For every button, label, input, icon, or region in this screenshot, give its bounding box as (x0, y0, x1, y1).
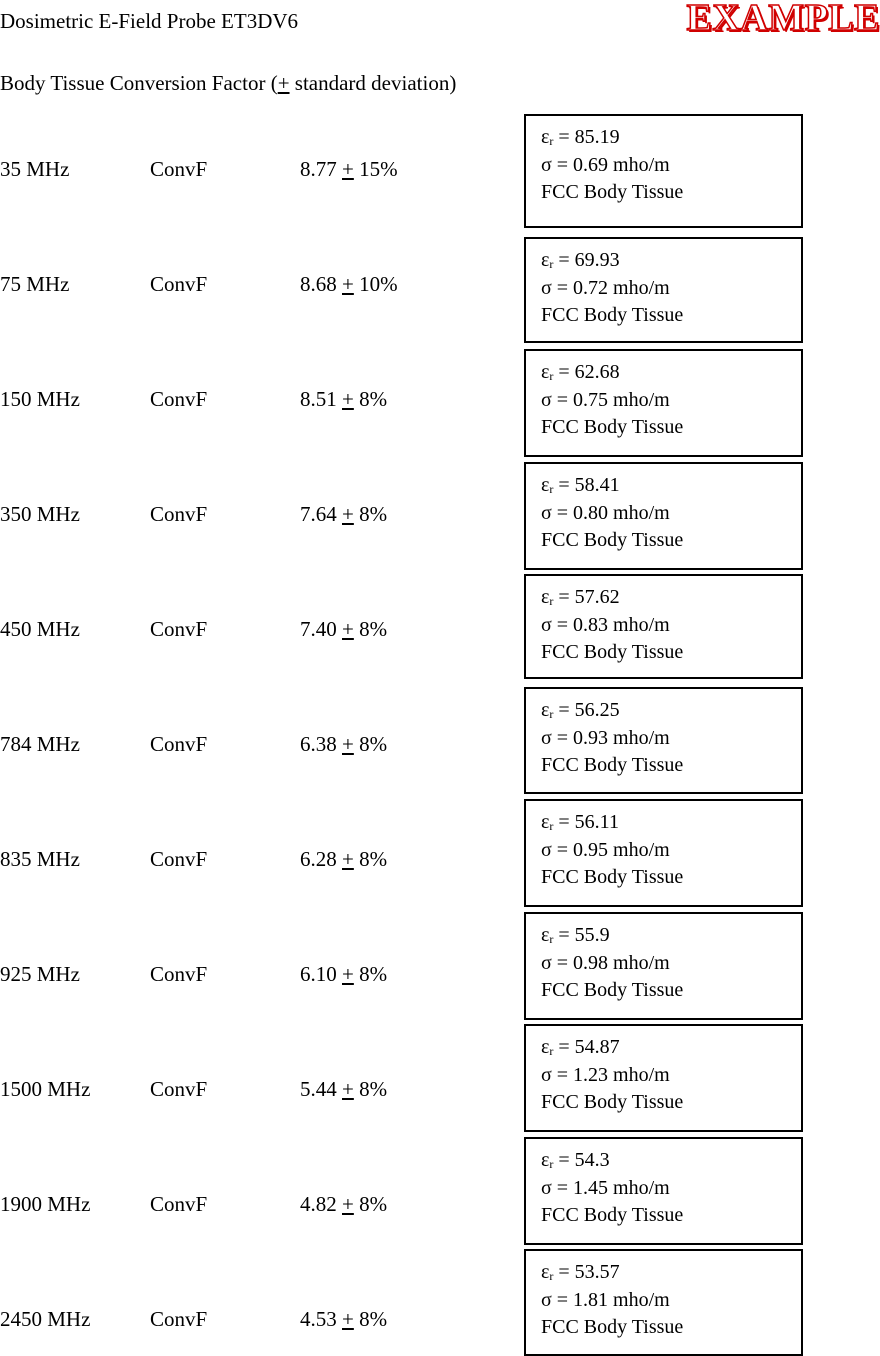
convf-label: ConvF (150, 617, 208, 641)
convf-number: 8.77 (300, 157, 337, 181)
conductivity-line: σ = 0.69 mho/m (541, 153, 670, 176)
convf-value (300, 1307, 387, 1331)
permittivity-value: = 54.3 (553, 1149, 610, 1171)
epsilon-symbol: ε (541, 474, 550, 496)
tissue-type: FCC Body Tissue (541, 181, 684, 203)
convf-value (300, 502, 387, 526)
tissue-parameters-box (524, 1249, 803, 1356)
conductivity-line: σ = 1.45 mho/m (541, 1176, 670, 1199)
epsilon-symbol: ε (541, 1149, 550, 1171)
convf-deviation: 8% (353, 847, 388, 871)
tissue-type: FCC Body Tissue (541, 304, 684, 326)
plus-minus-symbol: + (342, 1192, 354, 1216)
convf-deviation: 10% (353, 272, 398, 296)
permittivity-value: = 58.41 (553, 474, 620, 496)
frequency-label: 1900 MHz (0, 1192, 91, 1216)
epsilon-subscript: r (549, 932, 554, 946)
epsilon-symbol: ε (541, 924, 550, 946)
convf-deviation: 15% (353, 157, 398, 181)
tissue-parameters-box (524, 1137, 803, 1245)
conductivity-line: σ = 0.75 mho/m (541, 388, 670, 411)
permittivity-value: = 85.19 (553, 126, 620, 148)
plus-minus-symbol: + (342, 962, 354, 986)
conductivity-line: σ = 1.81 mho/m (541, 1288, 670, 1311)
tissue-type: FCC Body Tissue (541, 979, 684, 1001)
frequency-label: 835 MHz (0, 847, 80, 871)
permittivity-value: = 57.62 (553, 586, 620, 608)
permittivity-line (541, 922, 801, 950)
conductivity-line: σ = 0.95 mho/m (541, 838, 670, 861)
conductivity-line: σ = 0.80 mho/m (541, 501, 670, 524)
frequency-label: 1500 MHz (0, 1077, 91, 1101)
frequency-label: 925 MHz (0, 962, 80, 986)
convf-label: ConvF (150, 272, 208, 296)
permittivity-value: = 56.25 (553, 699, 620, 721)
convf-label: ConvF (150, 1192, 208, 1216)
conductivity-line: σ = 1.23 mho/m (541, 1063, 670, 1086)
convf-value (300, 617, 387, 641)
convf-number: 8.51 (300, 387, 337, 411)
tissue-parameters-box (524, 237, 803, 343)
example-watermark: EXAMPLE (686, 0, 880, 39)
convf-value (300, 157, 398, 181)
plus-minus-symbol: + (342, 732, 354, 756)
epsilon-subscript: r (549, 134, 554, 148)
convf-number: 8.68 (300, 272, 337, 296)
plus-minus-symbol: + (342, 847, 354, 871)
tissue-type: FCC Body Tissue (541, 754, 684, 776)
permittivity-value: = 55.9 (553, 924, 610, 946)
permittivity-line (541, 472, 801, 500)
conductivity-line: σ = 0.72 mho/m (541, 276, 670, 299)
epsilon-symbol: ε (541, 249, 550, 271)
plus-minus-symbol: + (342, 272, 354, 296)
permittivity-line (541, 1259, 801, 1287)
permittivity-value: = 53.57 (553, 1261, 620, 1283)
tissue-type: FCC Body Tissue (541, 529, 684, 551)
epsilon-subscript: r (549, 1269, 554, 1283)
epsilon-subscript: r (549, 707, 554, 721)
epsilon-subscript: r (549, 369, 554, 383)
tissue-type: FCC Body Tissue (541, 1316, 684, 1338)
convf-value (300, 732, 387, 756)
convf-deviation: 8% (353, 387, 388, 411)
frequency-label: 35 MHz (0, 157, 70, 181)
section-heading-prefix: Body Tissue Conversion Factor ( (0, 71, 278, 95)
convf-value (300, 847, 387, 871)
permittivity-line (541, 1147, 801, 1175)
permittivity-line (541, 247, 801, 275)
frequency-label: 784 MHz (0, 732, 80, 756)
epsilon-subscript: r (549, 594, 554, 608)
permittivity-value: = 69.93 (553, 249, 620, 271)
convf-deviation: 8% (353, 1192, 388, 1216)
convf-value (300, 1077, 387, 1101)
document-title: Dosimetric E-Field Probe ET3DV6 (0, 9, 299, 33)
plus-minus-symbol: + (342, 1307, 354, 1331)
conductivity-line: σ = 0.93 mho/m (541, 726, 670, 749)
convf-deviation: 8% (353, 1307, 388, 1331)
frequency-label: 450 MHz (0, 617, 80, 641)
tissue-type: FCC Body Tissue (541, 1091, 684, 1113)
tissue-parameters-box (524, 1024, 803, 1132)
epsilon-symbol: ε (541, 1036, 550, 1058)
frequency-label: 350 MHz (0, 502, 80, 526)
convf-number: 4.82 (300, 1192, 337, 1216)
permittivity-value: = 62.68 (553, 361, 620, 383)
section-heading (0, 71, 456, 95)
permittivity-value: = 56.11 (553, 811, 619, 833)
epsilon-symbol: ε (541, 1261, 550, 1283)
convf-value (300, 1192, 387, 1216)
permittivity-value: = 54.87 (553, 1036, 620, 1058)
convf-value (300, 962, 387, 986)
plus-minus-symbol: + (342, 1077, 354, 1101)
frequency-label: 75 MHz (0, 272, 70, 296)
plus-minus-symbol: + (342, 617, 354, 641)
epsilon-subscript: r (549, 257, 554, 271)
frequency-label: 2450 MHz (0, 1307, 91, 1331)
tissue-type: FCC Body Tissue (541, 416, 684, 438)
epsilon-subscript: r (549, 1157, 554, 1171)
section-heading-suffix: standard deviation) (289, 71, 457, 95)
convf-label: ConvF (150, 157, 208, 181)
convf-label: ConvF (150, 502, 208, 526)
tissue-parameters-box (524, 912, 803, 1020)
tissue-type: FCC Body Tissue (541, 866, 684, 888)
convf-deviation: 8% (353, 1077, 388, 1101)
epsilon-symbol: ε (541, 811, 550, 833)
epsilon-symbol: ε (541, 361, 550, 383)
convf-number: 6.28 (300, 847, 337, 871)
convf-value (300, 387, 387, 411)
plus-minus-symbol: + (342, 157, 354, 181)
conductivity-line: σ = 0.83 mho/m (541, 613, 670, 636)
tissue-type: FCC Body Tissue (541, 641, 684, 663)
convf-label: ConvF (150, 732, 208, 756)
permittivity-line (541, 359, 801, 387)
conductivity-line: σ = 0.98 mho/m (541, 951, 670, 974)
convf-number: 6.38 (300, 732, 337, 756)
convf-label: ConvF (150, 847, 208, 871)
tissue-parameters-box (524, 349, 803, 457)
convf-number: 5.44 (300, 1077, 337, 1101)
convf-label: ConvF (150, 1077, 208, 1101)
epsilon-symbol: ε (541, 586, 550, 608)
plus-minus-symbol: + (277, 71, 290, 95)
convf-label: ConvF (150, 962, 208, 986)
convf-number: 6.10 (300, 962, 337, 986)
convf-deviation: 8% (353, 732, 388, 756)
permittivity-line (541, 809, 801, 837)
convf-number: 7.40 (300, 617, 337, 641)
tissue-parameters-box (524, 574, 803, 679)
epsilon-subscript: r (549, 819, 554, 833)
convf-deviation: 8% (353, 502, 388, 526)
convf-value (300, 272, 398, 296)
convf-deviation: 8% (353, 962, 388, 986)
epsilon-symbol: ε (541, 699, 550, 721)
convf-label: ConvF (150, 387, 208, 411)
tissue-parameters-box (524, 687, 803, 794)
convf-label: ConvF (150, 1307, 208, 1331)
permittivity-line (541, 1034, 801, 1062)
frequency-label: 150 MHz (0, 387, 80, 411)
convf-number: 4.53 (300, 1307, 337, 1331)
tissue-parameters-box (524, 114, 803, 228)
tissue-parameters-box (524, 462, 803, 570)
convf-number: 7.64 (300, 502, 337, 526)
plus-minus-symbol: + (342, 502, 354, 526)
tissue-parameters-box (524, 799, 803, 907)
permittivity-line (541, 697, 801, 725)
plus-minus-symbol: + (342, 387, 354, 411)
permittivity-line (541, 124, 801, 152)
epsilon-symbol: ε (541, 126, 550, 148)
convf-deviation: 8% (353, 617, 388, 641)
epsilon-subscript: r (549, 1044, 554, 1058)
epsilon-subscript: r (549, 482, 554, 496)
permittivity-line (541, 584, 801, 612)
tissue-type: FCC Body Tissue (541, 1204, 684, 1226)
